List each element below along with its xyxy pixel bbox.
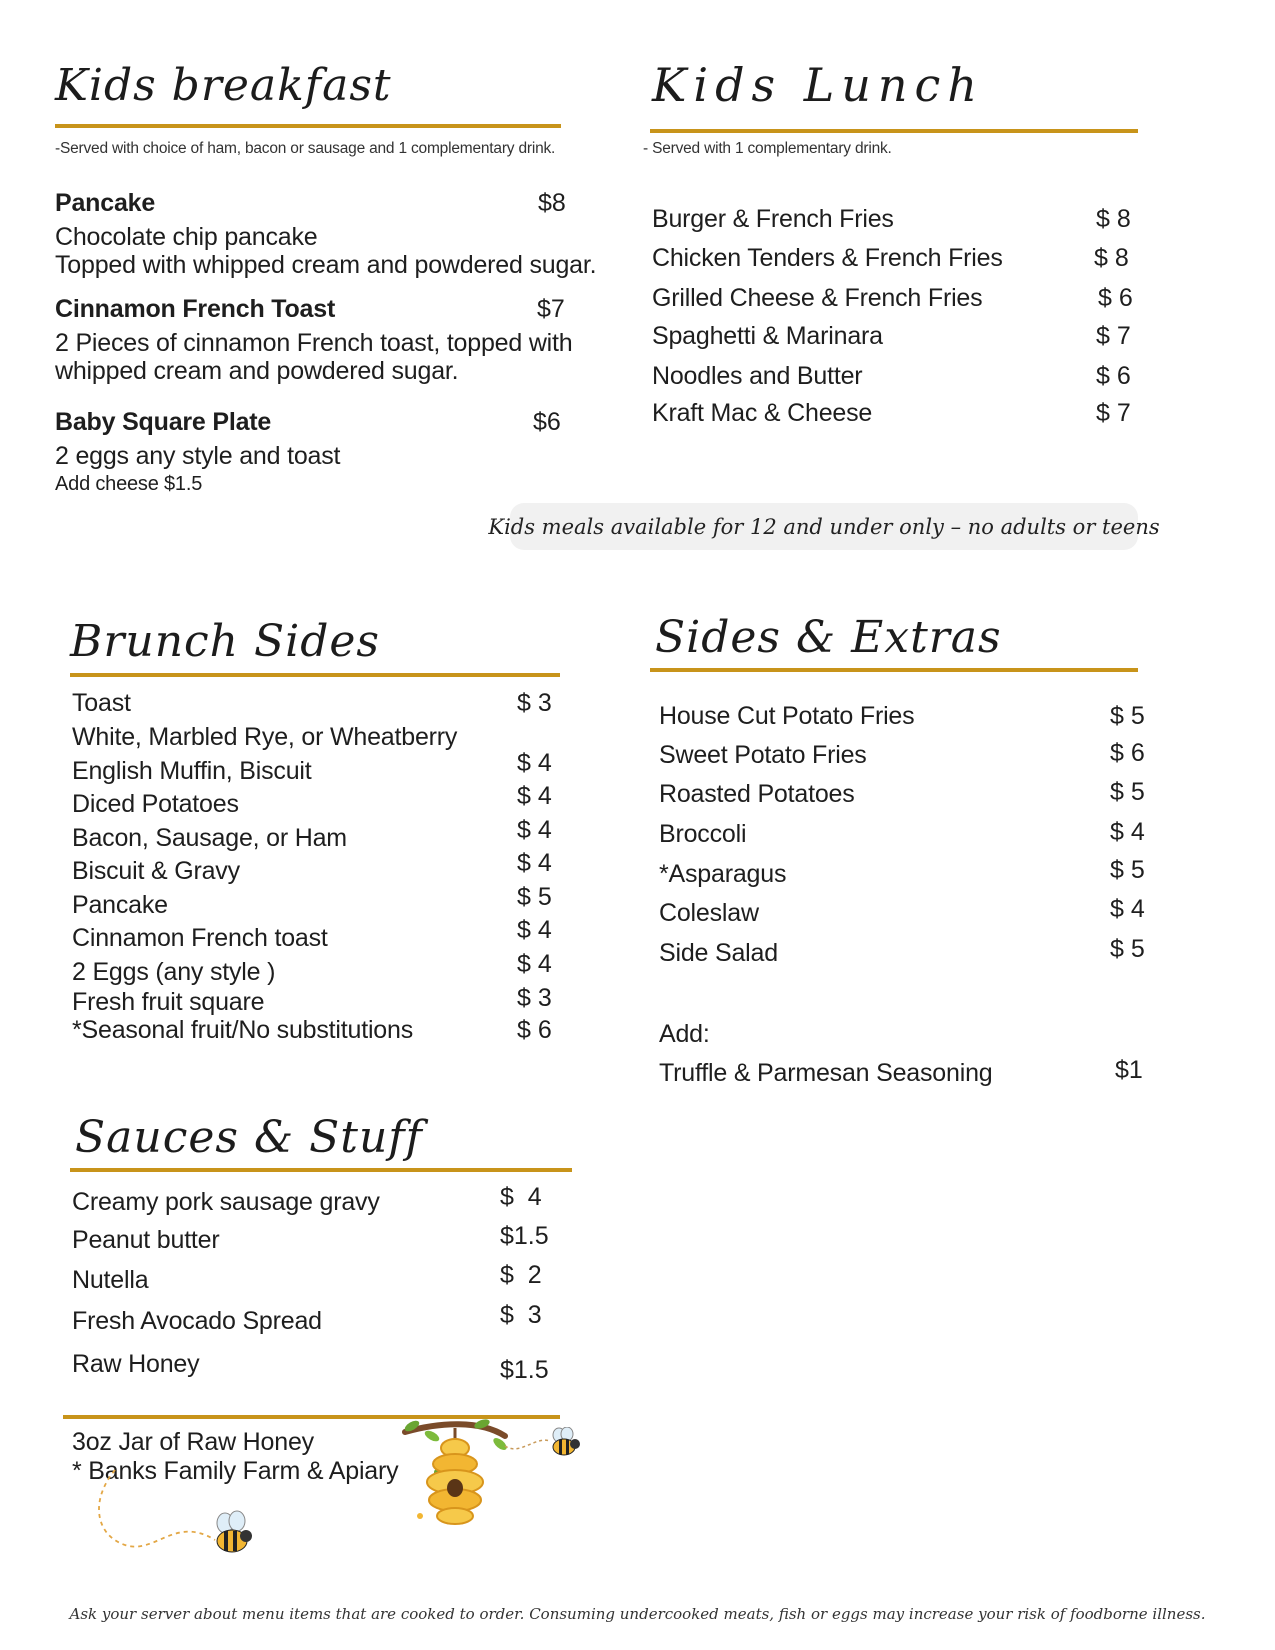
brunch-price: $ 6 — [517, 1016, 552, 1044]
brunch-price: $ 4 — [517, 950, 552, 978]
lunch-price: $ 7 — [1096, 399, 1131, 427]
honey-jar-source: * Banks Family Farm & Apiary — [72, 1457, 399, 1485]
item-desc: Chocolate chip pancake — [55, 223, 318, 251]
lunch-item: Burger & French Fries — [652, 205, 894, 233]
item-desc: 2 Pieces of cinnamon French toast, topped with — [55, 329, 573, 357]
sauce-item: Raw Honey — [72, 1350, 200, 1378]
sides-price: $ 5 — [1110, 856, 1145, 884]
sauce-item: Fresh Avocado Spread — [72, 1307, 322, 1335]
sides-item: Side Salad — [659, 939, 778, 967]
heading-brunch-sides: Brunch Sides — [70, 616, 381, 667]
sides-item: Coleslaw — [659, 899, 759, 927]
sauce-price: $1.5 — [500, 1356, 549, 1384]
lunch-item: Kraft Mac & Cheese — [652, 399, 873, 427]
item-desc: 2 eggs any style and toast — [55, 442, 341, 470]
brunch-item: *Seasonal fruit/No substitutions — [72, 1016, 414, 1044]
brunch-price: $ 4 — [517, 749, 552, 777]
lunch-item: Grilled Cheese & French Fries — [652, 284, 983, 312]
item-name-cinnamon-french-toast: Cinnamon French Toast — [55, 295, 336, 323]
kids-age-callout-text: Kids meals available for 12 and under only – no adults or teens — [488, 514, 1160, 539]
honey-jar-item: 3oz Jar of Raw Honey — [72, 1428, 314, 1456]
item-price-pancake: $8 — [538, 189, 566, 217]
sauce-item: Creamy pork sausage gravy — [72, 1188, 380, 1216]
sides-item: Roasted Potatoes — [659, 780, 855, 808]
sides-price: $ 4 — [1110, 818, 1145, 846]
heading-sauces: Sauces & Stuff — [75, 1112, 423, 1163]
sauce-price: $ 3 — [500, 1301, 542, 1329]
note-kids-breakfast: -Served with choice of ham, bacon or sausage and 1 complementary drink. — [55, 140, 556, 157]
brunch-item: White, Marbled Rye, or Wheatberry — [72, 723, 458, 751]
brunch-item: Toast — [72, 689, 131, 717]
item-price-cinnamon-french-toast: $7 — [537, 295, 565, 323]
sauce-price: $ 2 — [500, 1261, 542, 1289]
sides-price: $ 5 — [1110, 935, 1145, 963]
lunch-item: Noodles and Butter — [652, 362, 863, 390]
brunch-item: Biscuit & Gravy — [72, 857, 240, 885]
rule-sauces — [70, 1168, 572, 1172]
brunch-price: $ 3 — [517, 984, 552, 1012]
bee-icon — [85, 1465, 260, 1565]
item-desc: Topped with whipped cream and powdered sugar. — [55, 251, 597, 279]
bee-icon — [547, 1427, 583, 1461]
add-item: Truffle & Parmesan Seasoning — [659, 1059, 993, 1087]
rule-sides-extras — [650, 668, 1138, 672]
brunch-item: Pancake — [72, 891, 168, 919]
sides-price: $ 5 — [1110, 778, 1145, 806]
brunch-price: $ 3 — [517, 689, 552, 717]
brunch-item: 2 Eggs (any style ) — [72, 958, 276, 986]
brunch-item: English Muffin, Biscuit — [72, 757, 312, 785]
heading-sides-extras: Sides & Extras — [655, 612, 1002, 663]
brunch-item: Bacon, Sausage, or Ham — [72, 824, 347, 852]
rule-brunch-sides — [70, 673, 560, 677]
rule-kids-lunch — [650, 129, 1138, 133]
footer-disclaimer: Ask your server about menu items that are cooked to order. Consuming undercooked meats, fish or eggs may increase your risk of foodborne illness. — [69, 1605, 1206, 1623]
item-name-pancake: Pancake — [55, 189, 156, 217]
sides-item: Sweet Potato Fries — [659, 741, 867, 769]
brunch-price: $ 4 — [517, 782, 552, 810]
sides-price: $ 4 — [1110, 895, 1145, 923]
sides-price: $ 6 — [1110, 739, 1145, 767]
lunch-price: $ 8 — [1094, 244, 1129, 272]
item-name-baby-square-plate: Baby Square Plate — [55, 408, 272, 436]
sauce-price: $ 4 — [500, 1183, 542, 1211]
item-price-baby-square-plate: $6 — [533, 408, 561, 436]
lunch-price: $ 7 — [1096, 322, 1131, 350]
lunch-item: Chicken Tenders & French Fries — [652, 244, 1003, 272]
brunch-item: Cinnamon French toast — [72, 924, 328, 952]
sauce-item: Nutella — [72, 1266, 149, 1294]
rule-kids-breakfast — [55, 124, 561, 128]
heading-kids-lunch: Kids Lunch — [652, 58, 984, 112]
brunch-price: $ 4 — [517, 916, 552, 944]
item-desc: whipped cream and powdered sugar. — [55, 357, 459, 385]
brunch-price: $ 5 — [517, 883, 552, 911]
brunch-item: Fresh fruit square — [72, 988, 265, 1016]
kids-age-callout — [488, 503, 1160, 550]
note-kids-lunch: - Served with 1 complementary drink. — [643, 140, 892, 157]
sides-item: Broccoli — [659, 820, 747, 848]
sides-price: $ 5 — [1110, 702, 1145, 730]
add-label: Add: — [659, 1020, 710, 1048]
sides-item: House Cut Potato Fries — [659, 702, 915, 730]
brunch-price: $ 4 — [517, 849, 552, 877]
lunch-price: $ 6 — [1096, 362, 1131, 390]
lunch-price: $ 8 — [1096, 205, 1131, 233]
lunch-price: $ 6 — [1098, 284, 1133, 312]
heading-kids-breakfast: Kids breakfast — [55, 60, 392, 111]
sauce-price: $1.5 — [500, 1222, 549, 1250]
brunch-item: Diced Potatoes — [72, 790, 239, 818]
lunch-item: Spaghetti & Marinara — [652, 322, 883, 350]
sides-item: *Asparagus — [659, 860, 787, 888]
item-extra: Add cheese $1.5 — [55, 473, 203, 495]
brunch-price: $ 4 — [517, 816, 552, 844]
sauce-item: Peanut butter — [72, 1226, 220, 1254]
add-price: $1 — [1115, 1056, 1143, 1084]
